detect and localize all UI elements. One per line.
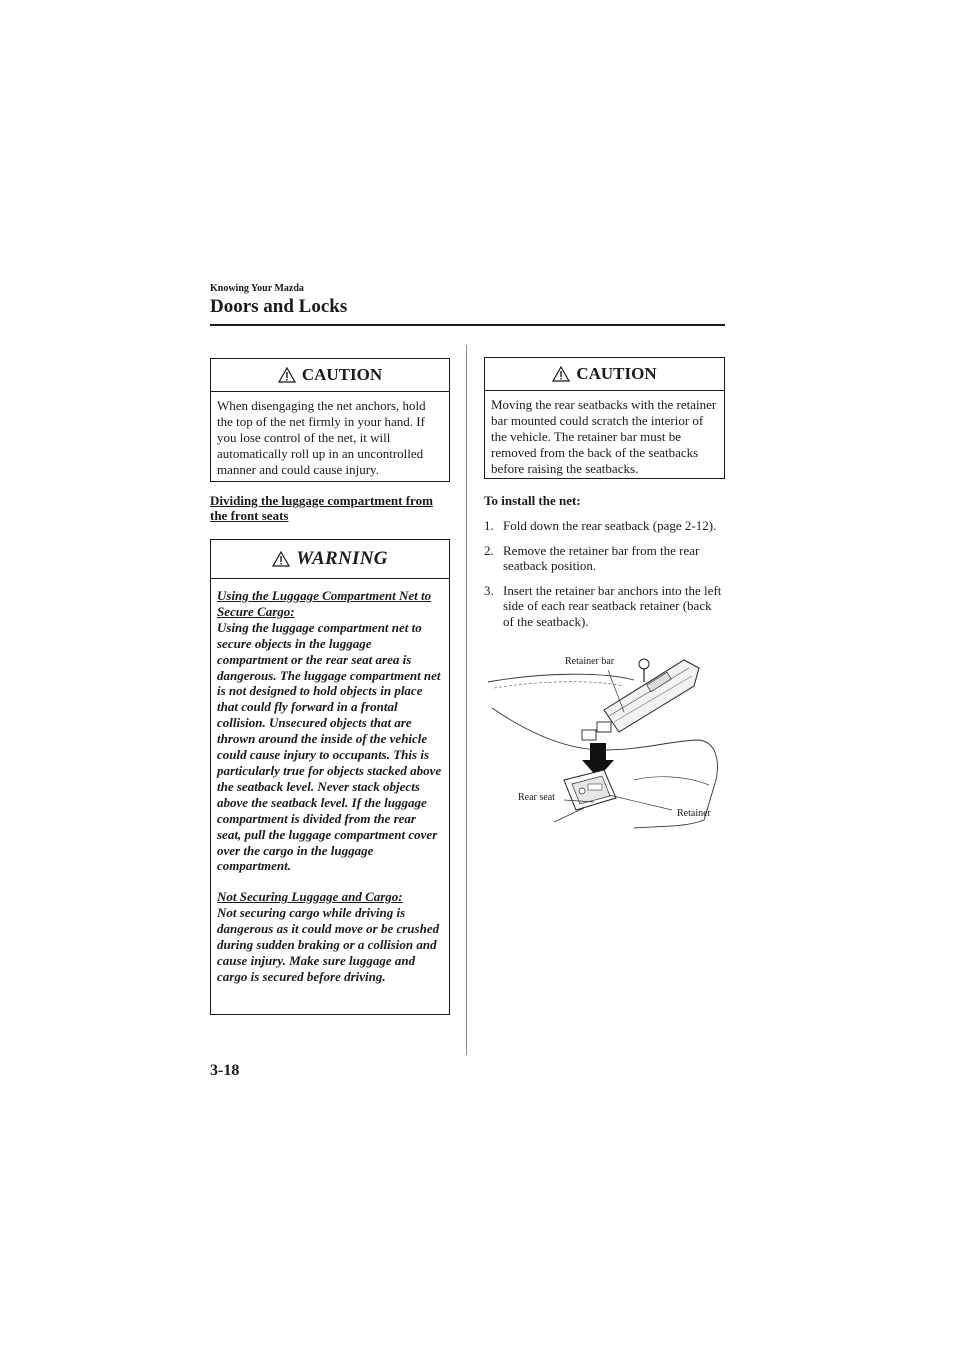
warning-item-title: Using the Luggage Compartment Net to Secure Cargo: — [217, 588, 432, 619]
page-number: 3-18 — [210, 1062, 240, 1079]
warning-triangle-icon — [552, 366, 570, 382]
page-title: Doors and Locks — [210, 296, 348, 317]
install-steps — [484, 518, 724, 638]
step-text: Fold down the rear seatback (page 2-12). — [503, 518, 717, 533]
warning-item-text: Using the luggage compartment net to secure objects in the luggage compartment or the rear seat area is dangerous. The luggage compartment net is not designed to hold objects in place that could fly forward in a frontal collision. Unsecured objects that are thrown around the inside of the vehicle could cause injury to occupants. This is particularly true for objects stacked above the seatback level. Never stack objects above the seatback level. If the luggage compartment is divided from the rear seat, pull the luggage compartment cover over the cargo in the luggage compartment. — [217, 619, 442, 874]
caution-box-left — [210, 358, 450, 482]
warning-item-title: Not Securing Luggage and Cargo: — [217, 889, 403, 905]
warning-triangle-icon — [272, 551, 290, 567]
step-number: 2. — [484, 542, 494, 558]
caution-header — [211, 359, 449, 392]
caution-text: Moving the rear seatbacks with the retainer bar mounted could scratch the interior of the vehicle. The retainer bar must be removed from the back of the seatbacks before raising the seatbacks. — [491, 397, 717, 476]
figure-label-rear-seat: Rear seat — [518, 792, 555, 803]
section-subheading: Dividing the luggage compartment from the front seats — [210, 493, 433, 523]
warning-heading: WARNING — [296, 548, 388, 569]
figure-label-retainer: Retainer — [677, 808, 711, 819]
retainer-figure — [484, 650, 724, 835]
step-number: 3. — [484, 582, 494, 598]
warning-triangle-icon — [278, 367, 296, 383]
figure-label-retainer-bar: Retainer bar — [565, 656, 615, 667]
column-divider — [466, 345, 467, 1055]
warning-item-text: Not securing cargo while driving is dangerous as it could move or be crushed during sudden braking or a collision and cause injury. Make sure luggage and cargo is secured before driving. — [217, 905, 440, 984]
warning-box — [210, 539, 450, 1015]
caution-text: When disengaging the net anchors, hold the top of the net firmly in your hand. If you lose control of the net, it will automatically roll up in an uncontrolled manner and could cause injury. — [217, 398, 426, 477]
section-label: Knowing Your Mazda — [210, 283, 304, 294]
title-rule — [210, 324, 725, 326]
step-text: Insert the retainer bar anchors into the left side of each rear seatback retainer (back of the seatback). — [503, 582, 722, 629]
caution-heading: CAUTION — [576, 364, 657, 383]
caution-header — [485, 358, 724, 391]
list-item — [484, 583, 724, 630]
install-heading: To install the net: — [484, 493, 581, 508]
warning-header — [211, 540, 449, 579]
caution-heading: CAUTION — [301, 365, 383, 384]
caution-box-right — [484, 357, 725, 479]
list-item — [484, 518, 724, 534]
step-number: 1. — [484, 518, 494, 533]
list-item — [484, 543, 724, 574]
warning-body — [211, 579, 449, 991]
step-text: Remove the retainer bar from the rear seatback position. — [503, 542, 700, 573]
